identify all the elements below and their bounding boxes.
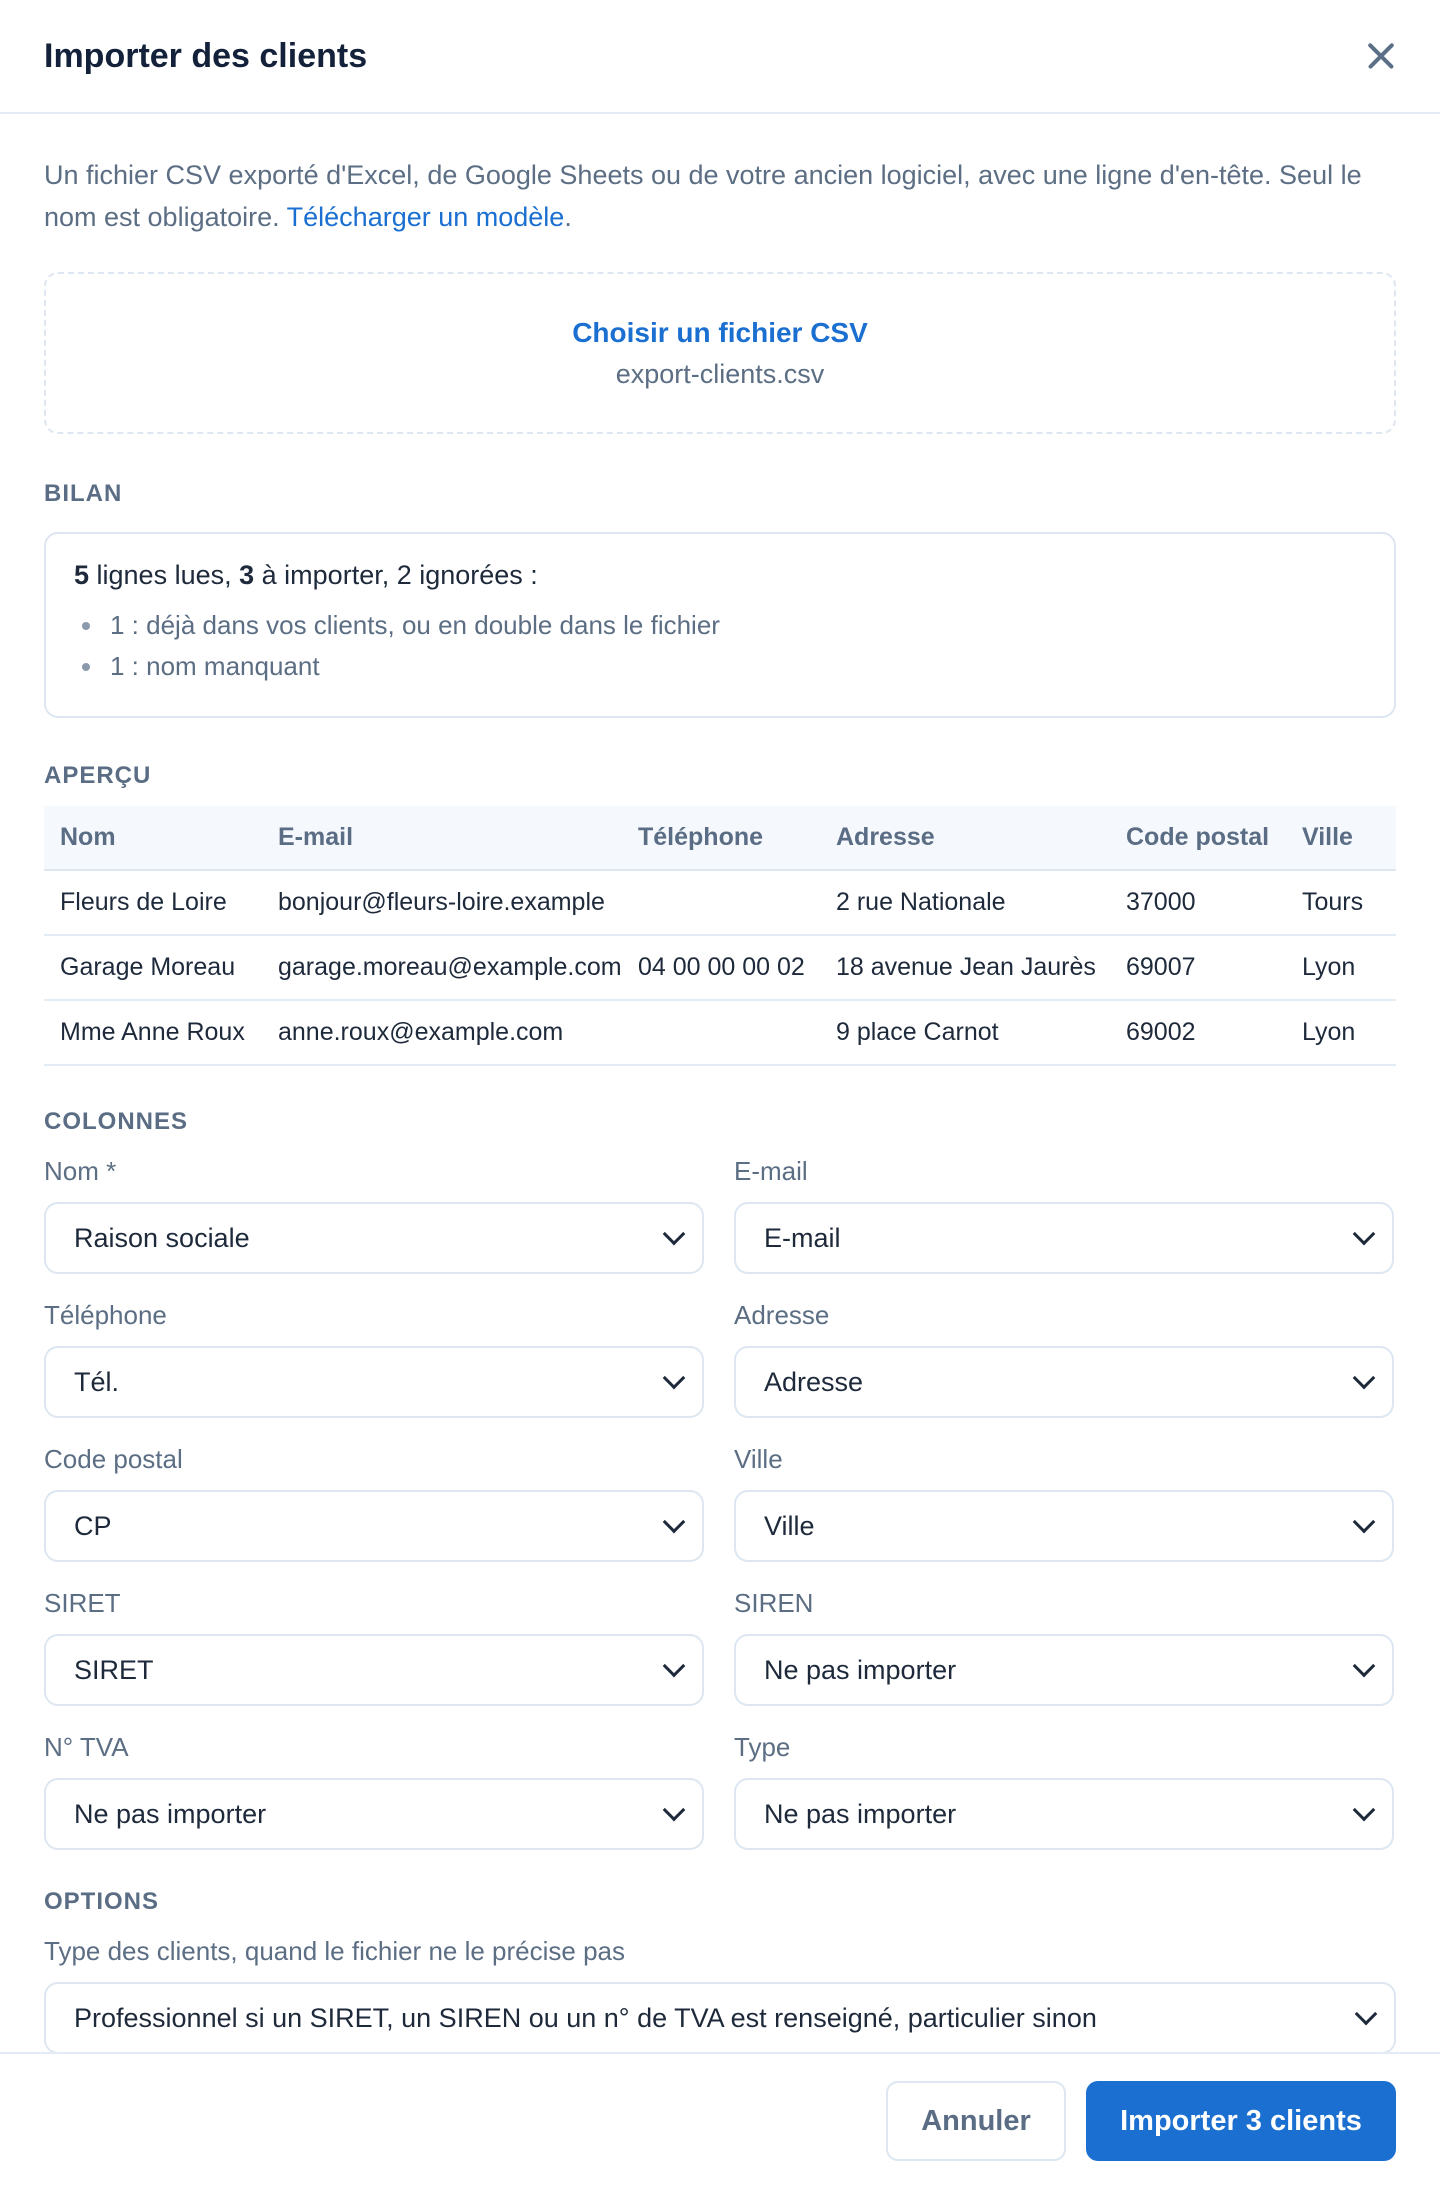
table-cell: bonjour@fleurs-loire.example (262, 870, 622, 935)
select-value: CP (74, 1510, 112, 1541)
table-row (44, 1000, 1396, 1065)
read-text: lignes lues, (89, 560, 240, 590)
mapping-field-telephone (44, 1300, 704, 1418)
field-label: Ville (734, 1444, 783, 1474)
table-cell: garage.moreau@example.com (262, 935, 622, 1000)
column-mapping-grid (44, 1156, 1396, 1850)
field-label: Code postal (44, 1444, 183, 1474)
dialog-body (0, 114, 1440, 2054)
select-value: Ne pas importer (764, 1798, 957, 1829)
selected-filename: export-clients.csv (615, 358, 825, 389)
download-template-link[interactable]: Télécharger un modèle (286, 202, 565, 232)
column-header: Nom (44, 806, 262, 870)
table-cell: Tours (1286, 870, 1396, 935)
dialog-title: Importer des clients (44, 36, 368, 75)
select-value: Raison sociale (74, 1222, 250, 1253)
ignored-reasons-list (74, 605, 1366, 687)
telephone-select[interactable] (44, 1346, 704, 1418)
mapping-field-siren (734, 1588, 1394, 1706)
bilan-summary (74, 560, 1366, 591)
email-select[interactable] (734, 1202, 1394, 1274)
table-cell: Lyon (1286, 1000, 1396, 1065)
table-cell: Mme Anne Roux (44, 1000, 262, 1065)
table-cell: 69002 (1110, 1000, 1286, 1065)
table-cell: 04 00 00 00 02 (622, 935, 820, 1000)
colonnes-heading: COLONNES (44, 1108, 189, 1135)
select-value: E-mail (764, 1222, 841, 1253)
code-postal-select[interactable] (44, 1490, 704, 1562)
ignored-reason-item: 1 : déjà dans vos clients, ou en double dans le fichier (74, 605, 1366, 646)
field-label: Type (734, 1732, 791, 1762)
chevron-down-icon (1353, 1511, 1376, 1534)
mapping-field-adresse (734, 1300, 1394, 1418)
field-label: Type des clients, quand le fichier ne le précise pas (44, 1936, 626, 1966)
client-type-select[interactable] (44, 1982, 1396, 2054)
nom-select[interactable] (44, 1202, 704, 1274)
column-header: Téléphone (622, 806, 820, 870)
field-label: Adresse (734, 1300, 830, 1330)
chevron-down-icon (1353, 1655, 1376, 1678)
field-label: Téléphone (44, 1300, 167, 1330)
table-row (44, 935, 1396, 1000)
table-cell (622, 870, 820, 935)
select-value: Ville (764, 1510, 815, 1541)
column-header: Adresse (820, 806, 1110, 870)
select-value: Tél. (74, 1366, 120, 1397)
column-header: Ville (1286, 806, 1396, 870)
table-cell: anne.roux@example.com (262, 1000, 622, 1065)
mapping-field-tva (44, 1732, 704, 1850)
table-cell: 37000 (1110, 870, 1286, 935)
mapping-field-nom (44, 1156, 704, 1274)
dialog-header (0, 0, 1440, 114)
preview-table (44, 806, 1396, 1066)
chevron-down-icon (1353, 1799, 1376, 1822)
select-value: Ne pas importer (74, 1798, 267, 1829)
table-cell (622, 1000, 820, 1065)
intro-body: Un fichier CSV exporté d'Excel, de Google Sheets ou de votre ancien logiciel, avec une ligne d'en-tête. Seul le nom est obligatoire. (44, 160, 1362, 232)
field-label: SIREN (734, 1588, 814, 1618)
chevron-down-icon (663, 1511, 686, 1534)
adresse-select[interactable] (734, 1346, 1394, 1418)
field-label: SIRET (44, 1588, 121, 1618)
chevron-down-icon (1355, 2003, 1378, 2026)
select-value: Ne pas importer (764, 1654, 957, 1685)
bilan-heading: BILAN (44, 480, 123, 507)
intro-end: . (564, 202, 572, 232)
type-select[interactable] (734, 1778, 1394, 1850)
mapping-field-code-postal (44, 1444, 704, 1562)
chevron-down-icon (663, 1655, 686, 1678)
import-button[interactable]: Importer 3 clients (1086, 2081, 1396, 2161)
choose-file-button[interactable]: Choisir un fichier CSV (572, 316, 868, 348)
table-cell: Lyon (1286, 935, 1396, 1000)
table-cell: 2 rue Nationale (820, 870, 1110, 935)
chevron-down-icon (663, 1367, 686, 1390)
table-cell: 18 avenue Jean Jaurès (820, 935, 1110, 1000)
import-count: 3 (239, 560, 255, 590)
dialog-footer (0, 2052, 1440, 2188)
ville-select[interactable] (734, 1490, 1394, 1562)
column-header: Code postal (1110, 806, 1286, 870)
chevron-down-icon (663, 1799, 686, 1822)
mapping-field-siret (44, 1588, 704, 1706)
file-dropzone[interactable] (44, 272, 1396, 434)
table-cell: 69007 (1110, 935, 1286, 1000)
siret-select[interactable] (44, 1634, 704, 1706)
intro-text (44, 154, 1396, 238)
select-value: SIRET (74, 1654, 154, 1685)
field-label: E-mail (734, 1156, 808, 1186)
chevron-down-icon (1353, 1367, 1376, 1390)
field-label: Nom * (44, 1156, 117, 1186)
import-text: à importer, 2 ignorées : (254, 560, 538, 590)
table-cell: 9 place Carnot (820, 1000, 1110, 1065)
column-header: E-mail (262, 806, 622, 870)
read-count: 5 (74, 560, 90, 590)
table-cell: Garage Moreau (44, 935, 262, 1000)
chevron-down-icon (1353, 1223, 1376, 1246)
cancel-button[interactable]: Annuler (886, 2081, 1066, 2161)
options-heading: OPTIONS (44, 1888, 160, 1915)
tva-select[interactable] (44, 1778, 704, 1850)
ignored-reason-item: 1 : nom manquant (74, 646, 1366, 687)
preview-header-row (44, 806, 1396, 870)
select-value: Adresse (764, 1366, 864, 1397)
close-icon[interactable] (1358, 34, 1402, 78)
select-value: Professionnel si un SIRET, un SIREN ou un n° de TVA est renseigné, particulier sinon (74, 2002, 1097, 2033)
field-label: N° TVA (44, 1732, 129, 1762)
chevron-down-icon (663, 1223, 686, 1246)
apercu-heading: APERÇU (44, 762, 152, 789)
table-row (44, 870, 1396, 935)
mapping-field-ville (734, 1444, 1394, 1562)
mapping-field-email (734, 1156, 1394, 1274)
mapping-field-type (734, 1732, 1394, 1850)
table-cell: Fleurs de Loire (44, 870, 262, 935)
bilan-summary-box (44, 532, 1396, 718)
client-type-option (44, 1936, 1396, 2054)
siren-select[interactable] (734, 1634, 1394, 1706)
